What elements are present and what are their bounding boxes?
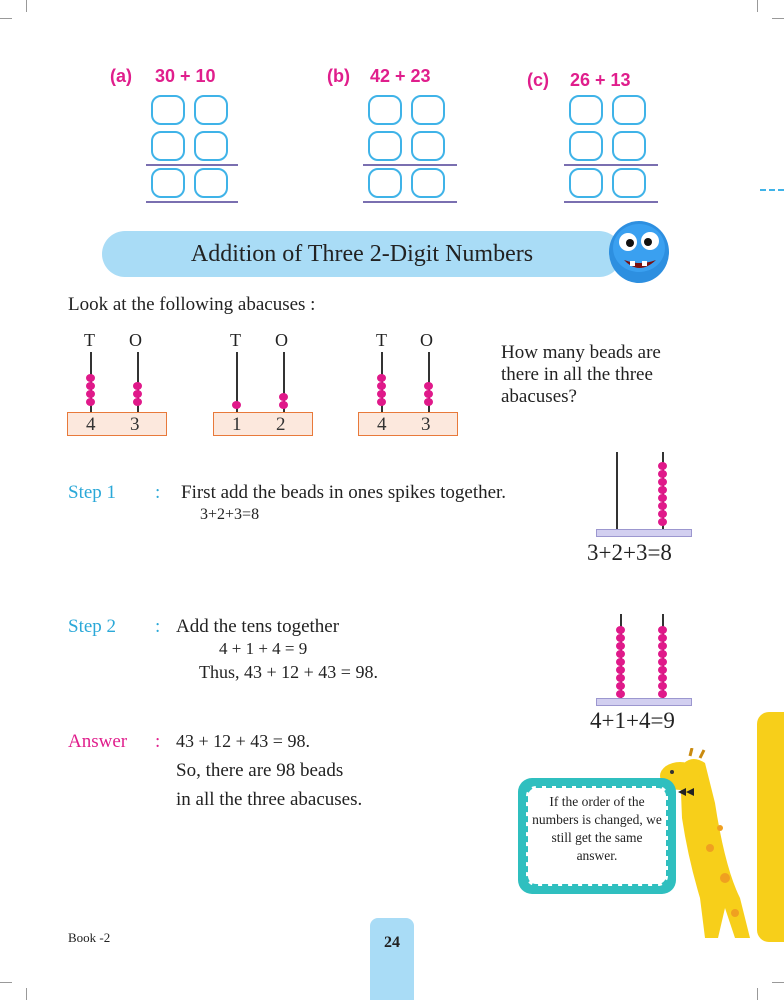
bead xyxy=(377,390,386,398)
abacus-tray xyxy=(596,698,692,706)
bead xyxy=(424,398,433,406)
bead xyxy=(658,682,667,690)
ones-value: 3 xyxy=(130,414,140,435)
sum-line xyxy=(363,164,457,166)
bead xyxy=(658,626,667,634)
step-1-text: First add the beads in ones spikes together. xyxy=(181,482,507,503)
bead xyxy=(377,374,386,382)
answer-box[interactable] xyxy=(151,168,185,198)
book-label: Book -2 xyxy=(68,930,111,945)
bead xyxy=(658,642,667,650)
section-title: Addition of Three 2-Digit Numbers xyxy=(190,240,534,267)
answer-box[interactable] xyxy=(151,95,185,125)
bead xyxy=(86,374,95,382)
bead xyxy=(424,382,433,390)
bead xyxy=(658,462,667,470)
step-2-sum: 4 + 1 + 4 = 9 xyxy=(219,639,308,658)
step-2-label: Step 2 xyxy=(68,616,117,637)
bead xyxy=(658,478,667,486)
crop-mark xyxy=(772,982,784,983)
bead xyxy=(424,390,433,398)
crop-mark xyxy=(757,0,758,12)
bead xyxy=(616,642,625,650)
bead xyxy=(279,401,288,409)
sum-line xyxy=(146,164,238,166)
ones-label: O xyxy=(420,330,433,350)
ones-value: 3 xyxy=(421,414,431,435)
ones-label: O xyxy=(275,330,288,350)
answer-box[interactable] xyxy=(368,95,402,125)
answer-box[interactable] xyxy=(151,131,185,161)
exercise-c-expression: 26 + 13 xyxy=(570,70,631,90)
answer-box[interactable] xyxy=(569,95,603,125)
sum-line xyxy=(564,164,658,166)
bead xyxy=(658,650,667,658)
bead xyxy=(658,634,667,642)
answer-box[interactable] xyxy=(411,131,445,161)
question-line-2: there in all the three xyxy=(501,364,653,385)
tens-value: 4 xyxy=(86,414,96,435)
exercise-c-label: (c) xyxy=(527,70,549,90)
crop-mark xyxy=(26,988,27,1000)
exercise-b-label: (b) xyxy=(327,66,350,86)
step-1-sum: 3+2+3=8 xyxy=(200,506,260,523)
question-line-1: How many beads are xyxy=(501,342,661,363)
bead xyxy=(658,502,667,510)
answer-box[interactable] xyxy=(194,95,228,125)
step-2-text: Add the tens together xyxy=(176,616,340,637)
answer-box[interactable] xyxy=(612,131,646,161)
tens-label: T xyxy=(376,330,387,350)
bead xyxy=(658,674,667,682)
abacus-tray xyxy=(596,529,692,537)
sum-line xyxy=(146,201,238,203)
answer-line-1: 43 + 12 + 43 = 98. xyxy=(176,731,310,751)
bead xyxy=(616,658,625,666)
step-2-equation: 4+1+4=9 xyxy=(590,708,675,733)
exercise-a-label: (a) xyxy=(110,66,132,86)
tens-rod xyxy=(616,452,618,529)
answer-box[interactable] xyxy=(194,131,228,161)
page-number-tab xyxy=(370,918,414,1000)
ones-value: 2 xyxy=(276,414,286,435)
bead xyxy=(133,382,142,390)
bead xyxy=(616,682,625,690)
answer-box[interactable] xyxy=(411,95,445,125)
bead xyxy=(232,401,241,409)
answer-box[interactable] xyxy=(368,168,402,198)
bead xyxy=(658,690,667,698)
step-2-thus: Thus, 43 + 12 + 43 = 98. xyxy=(199,662,378,682)
step-2-colon: : xyxy=(155,616,161,637)
abacus-base xyxy=(67,412,167,436)
sum-line xyxy=(564,201,658,203)
step-1-equation: 3+2+3=8 xyxy=(587,540,672,565)
answer-box[interactable] xyxy=(194,168,228,198)
bead xyxy=(616,674,625,682)
side-accent-bar xyxy=(757,712,784,942)
answer-label: Answer xyxy=(68,731,128,752)
answer-box[interactable] xyxy=(411,168,445,198)
answer-box[interactable] xyxy=(612,95,646,125)
bead xyxy=(133,398,142,406)
bead xyxy=(658,494,667,502)
tens-label: T xyxy=(230,330,241,350)
answer-line-2: So, there are 98 beads xyxy=(176,760,344,781)
answer-box[interactable] xyxy=(569,131,603,161)
bead xyxy=(616,666,625,674)
bead xyxy=(86,390,95,398)
bead xyxy=(616,650,625,658)
blue-monster-mascot-icon xyxy=(606,218,672,286)
crop-mark xyxy=(26,0,27,12)
intro-text: Look at the following abacuses : xyxy=(68,294,316,315)
answer-colon: : xyxy=(155,731,161,752)
bead xyxy=(616,690,625,698)
sum-line xyxy=(363,201,457,203)
bead xyxy=(86,382,95,390)
bead xyxy=(616,626,625,634)
answer-box[interactable] xyxy=(569,168,603,198)
crop-mark xyxy=(0,982,12,983)
dash-mark xyxy=(760,189,784,191)
bead xyxy=(658,658,667,666)
bead xyxy=(377,398,386,406)
bead xyxy=(86,398,95,406)
step-1-label: Step 1 xyxy=(68,482,117,503)
bead xyxy=(658,486,667,494)
ones-label: O xyxy=(129,330,142,350)
section-title-banner xyxy=(102,231,622,277)
answer-box[interactable] xyxy=(612,168,646,198)
crop-mark xyxy=(0,18,12,19)
question-line-3: abacuses? xyxy=(501,386,577,407)
tens-value: 1 xyxy=(232,414,242,435)
page-number: 24 xyxy=(384,934,400,951)
exercise-b-expression: 42 + 23 xyxy=(370,66,431,86)
crop-mark xyxy=(772,18,784,19)
answer-box[interactable] xyxy=(368,131,402,161)
exercise-a-expression: 30 + 10 xyxy=(155,66,216,86)
bead xyxy=(658,510,667,518)
tens-label: T xyxy=(84,330,95,350)
bead xyxy=(133,390,142,398)
bead xyxy=(658,518,667,526)
bead xyxy=(616,634,625,642)
bead xyxy=(377,382,386,390)
note-text: If the order of the numbers is changed, we still get the same answer. xyxy=(532,794,662,863)
bead xyxy=(279,393,288,401)
abacus-base xyxy=(358,412,458,436)
answer-line-3: in all the three abacuses. xyxy=(176,789,363,810)
abacus-base xyxy=(213,412,313,436)
step-1-colon: : xyxy=(155,482,161,503)
tens-value: 4 xyxy=(377,414,387,435)
bead xyxy=(658,470,667,478)
crop-mark xyxy=(757,988,758,1000)
bead xyxy=(658,666,667,674)
